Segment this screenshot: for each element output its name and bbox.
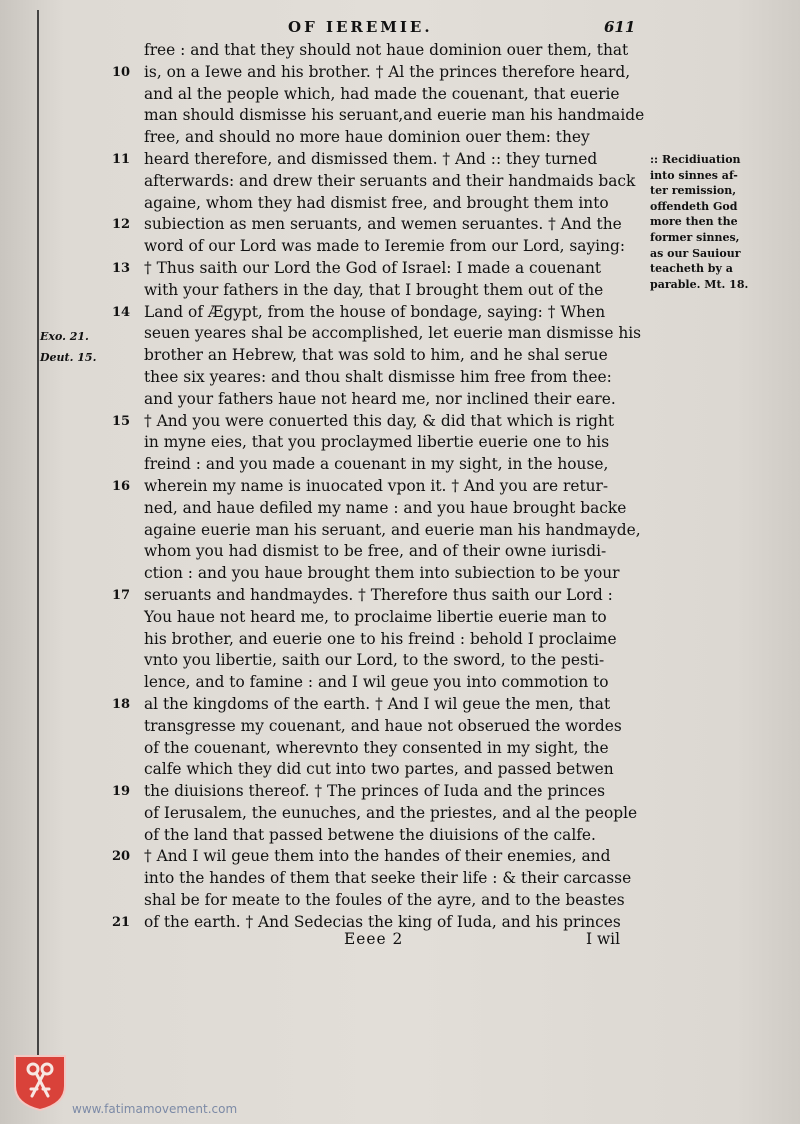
verse-number: 17 <box>112 587 131 603</box>
text-line <box>112 846 672 868</box>
line-text: brother an Hebrew, that was sold to him, and he shal serue <box>144 346 608 365</box>
text-line <box>112 367 672 389</box>
line-text: of the land that passed betwene the diuisions of the calfe. <box>144 825 596 844</box>
text-line <box>112 738 672 760</box>
verse-number: 14 <box>112 304 131 320</box>
line-text: and your fathers haue not heard me, nor inclined their eare. <box>144 389 616 408</box>
line-text: his brother, and euerie one to his freind : behold I proclaime <box>144 629 617 648</box>
marginal-note-line: ter remission, <box>650 184 737 198</box>
text-line <box>112 389 672 411</box>
marginal-note-line: former sinnes, <box>650 230 740 244</box>
line-text: seruants and handmaydes. † Therefore thus saith our Lord : <box>144 585 613 604</box>
line-text: transgresse my couenant, and haue not obserued the wordes <box>144 716 622 735</box>
marginal-note <box>650 152 762 292</box>
verse-number: 16 <box>112 478 131 494</box>
verse-number: 10 <box>112 64 131 80</box>
marginal-note-line: into sinnes af- <box>650 168 738 182</box>
line-text: thee six yeares: and thou shalt dismisse him free from thee: <box>144 367 612 386</box>
line-text: againe, whom they had dismist free, and brought them into <box>144 193 609 212</box>
text-line <box>112 411 672 433</box>
marginal-note-line: :: Recidiuation <box>650 153 741 166</box>
text-line <box>112 563 672 585</box>
line-text: into the handes of them that seeke their life : & their carcasse <box>144 869 632 888</box>
line-text: word of our Lord was made to Ieremie from our Lord, saying: <box>144 237 626 256</box>
website-link[interactable]: www.fatimamovement.com <box>72 1102 238 1116</box>
text-line <box>112 498 672 520</box>
verse-number: 21 <box>112 914 131 930</box>
text-line <box>112 476 672 498</box>
text-line <box>112 454 672 476</box>
line-text: free : and that they should not haue dominion ouer them, that <box>144 41 629 59</box>
text-line <box>112 629 672 651</box>
fatima-logo-icon[interactable] <box>13 1052 67 1112</box>
signature-mark: Eeee 2 <box>344 930 404 948</box>
text-line <box>112 171 672 193</box>
line-text: al the kingdoms of the earth. † And I wil geue the men, that <box>144 694 611 713</box>
text-line <box>112 694 672 716</box>
text-line <box>112 781 672 803</box>
text-line <box>112 432 672 454</box>
text-line <box>112 302 672 324</box>
verse-number: 13 <box>112 260 131 276</box>
line-text: man should dismisse his seruant,and euerie man his handmaide <box>144 106 645 125</box>
text-line <box>112 672 672 694</box>
page-header <box>0 14 800 42</box>
text-line <box>112 214 672 236</box>
line-text: freind : and you made a couenant in my sight, in the house, <box>144 455 609 474</box>
scripture-reference: Exo. 21. <box>40 330 89 343</box>
running-head: OF IEREMIE. <box>288 18 433 36</box>
marginal-note-line: parable. Mt. 18. <box>650 277 749 291</box>
line-text: free, and should no more haue dominion ouer them: they <box>144 128 590 147</box>
verse-number: 18 <box>112 696 131 712</box>
text-line <box>112 607 672 629</box>
text-line <box>112 127 672 149</box>
line-text: You haue not heard me, to proclaime libertie euerie man to <box>144 607 607 626</box>
text-line <box>112 759 672 781</box>
verse-number: 15 <box>112 413 131 429</box>
page-footer <box>112 930 672 954</box>
line-text: lence, and to famine : and I wil geue you into commotion to <box>144 673 609 692</box>
text-line <box>112 280 672 302</box>
text-line <box>112 323 672 345</box>
line-text: heard therefore, and dismissed them. † And :: they turned <box>144 149 598 168</box>
text-line <box>112 541 672 563</box>
text-line <box>112 84 672 106</box>
text-line <box>112 40 672 62</box>
line-text: calfe which they did cut into two partes, and passed betwen <box>144 760 614 779</box>
text-line <box>112 585 672 607</box>
text-line <box>112 803 672 825</box>
text-line <box>112 520 672 542</box>
line-text: Land of Ægypt, from the house of bondage, saying: † When <box>144 302 606 321</box>
text-line <box>112 890 672 912</box>
line-text: of Ierusalem, the eunuches, and the priestes, and al the people <box>144 803 638 822</box>
verse-number: 12 <box>112 217 131 233</box>
line-text: in myne eies, that you proclaymed libertie euerie one to his <box>144 433 610 452</box>
line-text: of the earth. † And Sedecias the king of Iuda, and his princes <box>144 912 621 931</box>
text-line <box>112 149 672 171</box>
line-text: the diuisions thereof. † The princes of Iuda and the princes <box>144 782 606 801</box>
verse-number: 19 <box>112 784 131 800</box>
text-line <box>112 650 672 672</box>
line-text: † Thus saith our Lord the God of Israel: I made a couenant <box>144 258 602 277</box>
text-line <box>112 236 672 258</box>
line-text: afterwards: and drew their seruants and their handmaids back <box>144 171 636 190</box>
text-line <box>112 258 672 280</box>
line-text: ction : and you haue brought them into subiection to be your <box>144 564 620 583</box>
line-text: againe euerie man his seruant, and euerie man his handmayde, <box>144 520 641 539</box>
marginal-note-line: teacheth by a <box>650 262 733 276</box>
page-border-line <box>37 10 39 1060</box>
line-text: whom you had dismist to be free, and of their owne iurisdi- <box>144 542 607 561</box>
verse-number: 11 <box>112 151 131 167</box>
line-text: wherein my name is inuocated vpon it. † And you are retur- <box>144 476 609 495</box>
marginal-note-line: as our Sauiour <box>650 246 741 260</box>
scripture-reference: Deut. 15. <box>40 351 97 364</box>
verse-number: 20 <box>112 849 131 865</box>
line-text: with your fathers in the day, that I brought them out of the <box>144 280 604 299</box>
catchword: I wil <box>586 930 620 948</box>
body-text <box>112 40 672 934</box>
text-line <box>112 716 672 738</box>
line-text: † And you were conuerted this day, & did that which is right <box>144 411 615 430</box>
line-text: seuen yeares shal be accomplished, let euerie man dismisse his <box>144 324 642 343</box>
text-line <box>112 868 672 890</box>
text-line <box>112 62 672 84</box>
line-text: of the couenant, wherevnto they consented in my sight, the <box>144 738 609 757</box>
text-line <box>112 825 672 847</box>
line-text: ned, and haue defiled my name : and you haue brought backe <box>144 498 627 517</box>
page-number: 611 <box>604 18 636 36</box>
line-text: † And I wil geue them into the handes of their enemies, and <box>144 847 611 866</box>
text-line <box>112 345 672 367</box>
line-text: and al the people which, had made the couenant, that euerie <box>144 84 620 103</box>
scripture-references <box>40 326 100 368</box>
marginal-note-line: offendeth God <box>650 199 738 213</box>
line-text: vnto you libertie, saith our Lord, to the sword, to the pesti- <box>144 651 605 670</box>
line-text: is, on a Iewe and his brother. † Al the princes therefore heard, <box>144 62 631 81</box>
marginal-note-line: more then the <box>650 215 738 229</box>
line-text: shal be for meate to the foules of the ayre, and to the beastes <box>144 891 625 910</box>
text-line <box>112 105 672 127</box>
text-line <box>112 193 672 215</box>
line-text: subiection as men seruants, and wemen seruantes. † And the <box>144 215 622 234</box>
